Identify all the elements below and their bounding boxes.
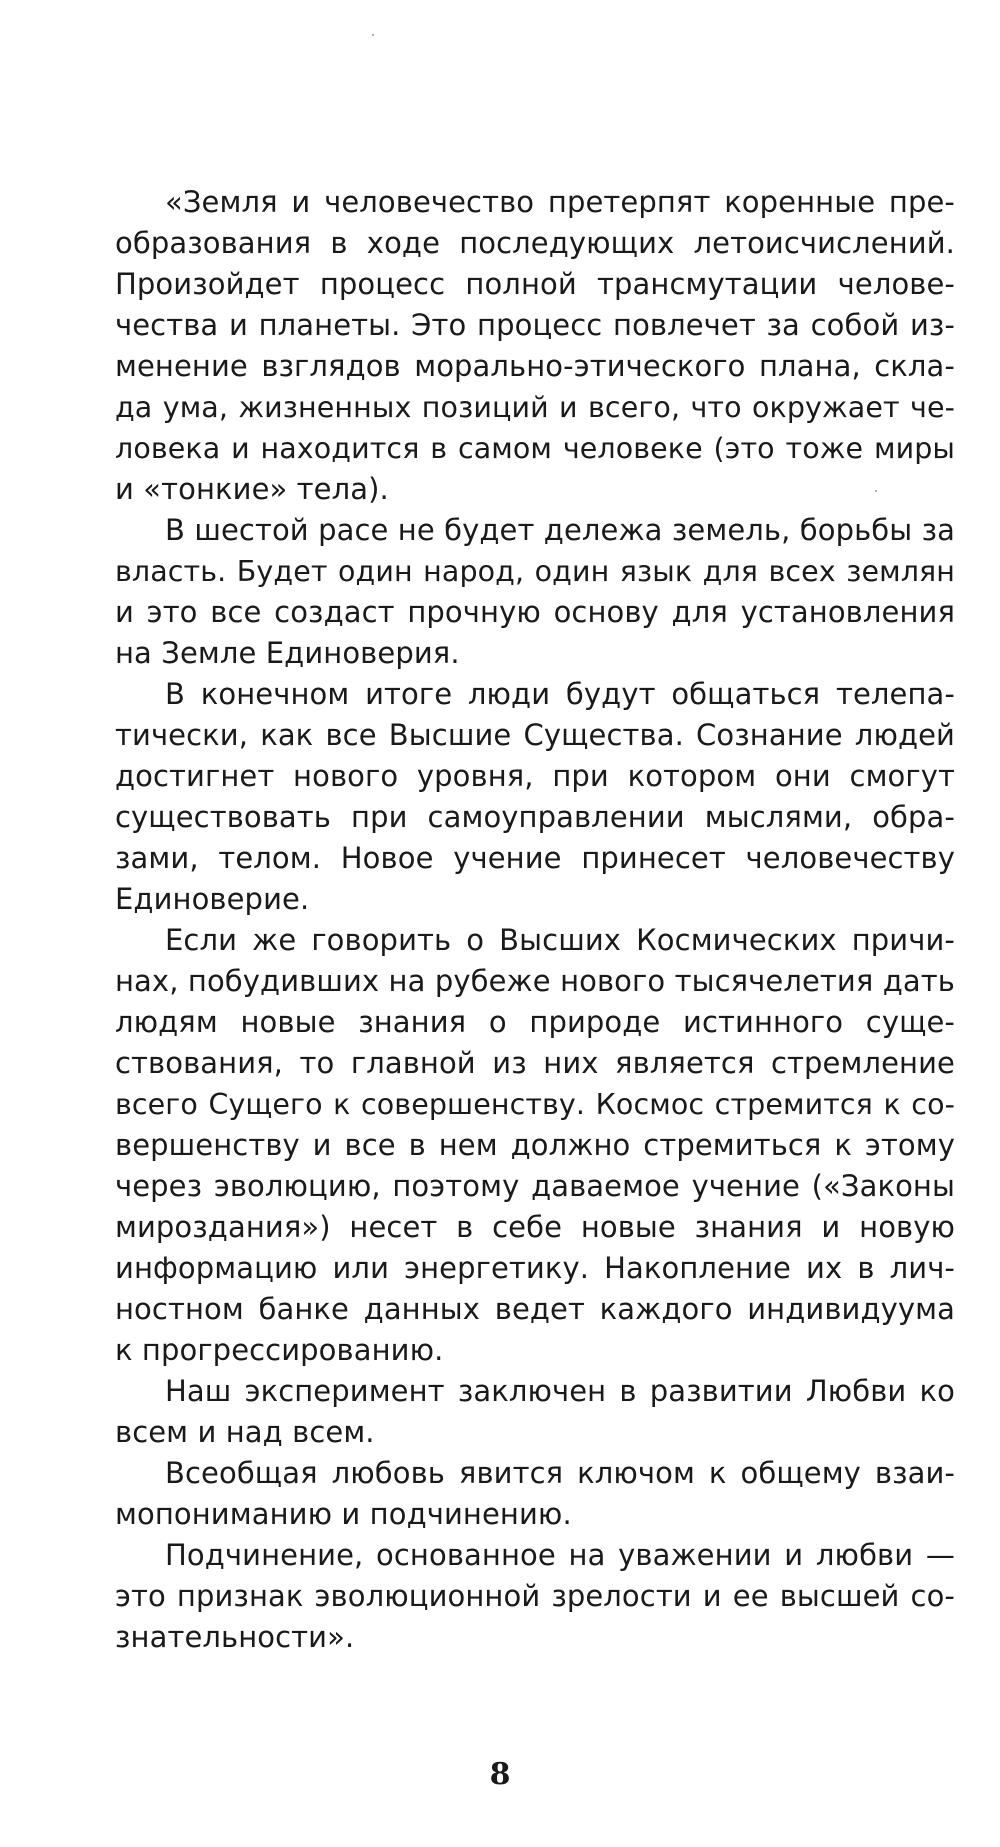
text-line: на Земле Единоверия. — [115, 636, 460, 670]
text-line: Единоверие. — [115, 882, 310, 916]
text-line: к прогрессированию. — [115, 1333, 444, 1367]
text-line: В шестой расе не будет дележа земель, борьбы за — [165, 513, 955, 547]
body-text — [115, 182, 955, 1658]
text-line: ствования, то главной из них является стремление — [115, 1046, 955, 1080]
text-line: знательности». — [115, 1620, 355, 1654]
text-line: информацию или энергетику. Накопление их в лич- — [115, 1251, 955, 1285]
text-line: мопониманию и подчинению. — [115, 1497, 572, 1531]
text-line: всего Сущего к совершенству. Космос стремится к со- — [115, 1088, 955, 1121]
text-line: мироздания») несет в себе новые знания и новую — [115, 1210, 955, 1244]
text-line: чества и планеты. Это процесс повлечет за собой из- — [115, 308, 955, 342]
text-line: вершенству и все в нем должно стремиться к этому — [115, 1128, 955, 1162]
text-line: образования в ходе последующих летоисчислений. — [115, 226, 955, 260]
text-line: да ума, жизненных позиций и всего, что окружает че- — [115, 391, 955, 424]
text-line: тически, как все Высшие Существа. Сознание людей — [115, 718, 955, 752]
page-number: 8 — [489, 1757, 511, 1792]
text-line: ловека и находится в самом человеке (это тоже миры — [115, 432, 955, 465]
text-line: и «тонкие» тела). — [115, 472, 389, 506]
text-line: Произойдет процесс полной трансмутации челове- — [115, 267, 955, 301]
text-line: людям новые знания о природе истинного суще- — [115, 1005, 955, 1039]
text-line: и это все создаст прочную основу для установления — [115, 595, 955, 629]
text-line: «Земля и человечество претерпят коренные пре- — [165, 185, 955, 219]
text-line: всем и над всем. — [115, 1415, 375, 1449]
text-line: достигнет нового уровня, при котором они смогут — [115, 759, 955, 793]
text-line: ностном банке данных ведет каждого индивидуума — [115, 1292, 955, 1326]
text-line: Наш эксперимент заключен в развитии Любви ко — [165, 1374, 955, 1408]
text-line: Всеобщая любовь явится ключом к общему взаи- — [165, 1456, 955, 1490]
text-line: через эволюцию, поэтому даваемое учение («Законы — [115, 1169, 955, 1203]
text-line: В конечном итоге люди будут общаться телепа- — [165, 677, 955, 711]
text-line: менение взглядов морально-этического плана, скла- — [115, 349, 955, 383]
print-speck — [372, 34, 374, 36]
text-line: Подчинение, основанное на уважении и любви — — [165, 1538, 955, 1572]
text-line: зами, телом. Новое учение принесет человечеству — [115, 841, 955, 875]
text-line: существовать при самоуправлении мыслями, обра- — [115, 800, 955, 834]
text-line: нах, побудивших на рубеже нового тысячелетия дать — [115, 964, 955, 998]
text-line: власть. Будет один народ, один язык для всех землян — [115, 555, 955, 588]
text-line: это признак эволюционной зрелости и ее высшей со- — [115, 1579, 955, 1613]
text-line: Если же говорить о Высших Космических причи- — [165, 923, 955, 957]
